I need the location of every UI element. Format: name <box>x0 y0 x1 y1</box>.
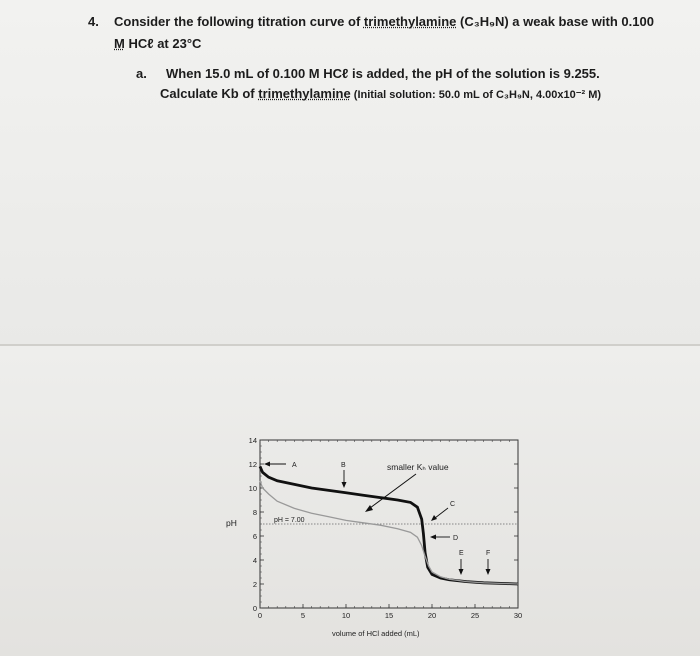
y-tick-label: 12 <box>248 460 257 469</box>
label-d: D <box>453 535 459 542</box>
arrow-c-line <box>435 508 448 518</box>
series-smaller-kb-curve <box>260 481 518 584</box>
x-tick-label: 15 <box>384 611 394 620</box>
x-tick-label: 20 <box>427 611 437 620</box>
y-tick-label: 2 <box>252 580 257 589</box>
label-f: F <box>486 550 491 557</box>
x-tick-label: 10 <box>341 611 351 620</box>
arrow-d-head <box>430 535 436 540</box>
label-e: E <box>459 550 464 557</box>
compound-name-2: trimethylamine <box>258 86 351 101</box>
x-tick-label: 0 <box>257 611 263 620</box>
arrow-a-head <box>264 462 270 467</box>
part-a-line-1: When 15.0 mL of 0.100 M HCℓ is added, the pH of the solution is 9.255. <box>166 66 600 81</box>
part-a-label: a. <box>136 66 147 81</box>
y-tick-label: 14 <box>248 436 257 445</box>
label-a: A <box>292 462 297 469</box>
arrow-f-head <box>486 569 491 575</box>
label-c: C <box>450 501 456 508</box>
label-b: B <box>341 462 346 469</box>
x-tick-label: 25 <box>470 611 480 620</box>
question-line-1: Consider the following titration curve of trimethylamine (C₃H₉N) a weak base with 0.100 <box>114 14 654 29</box>
y-tick-label: 4 <box>252 556 257 565</box>
x-tick-label: 5 <box>300 611 306 620</box>
y-tick-label: 0 <box>252 604 257 613</box>
y-tick-label: 6 <box>252 532 257 541</box>
y-ticks <box>249 436 518 613</box>
arrow-b-head <box>342 482 347 488</box>
arrow-c-head <box>431 515 437 521</box>
label-ph7: pH = 7.00 <box>274 517 305 524</box>
label-smaller-kb: smaller Kₕ value <box>387 462 449 472</box>
part-a-line-2: Calculate Kb of trimethylamine (Initial solution: 50.0 mL of C₃H₉N, 4.00x10⁻² M) <box>160 86 602 101</box>
question-line-2: M HCℓ at 23°C <box>114 36 202 51</box>
x-tick-label: 30 <box>513 611 523 620</box>
y-axis-label: pH <box>226 518 237 528</box>
x-axis-label: volume of HCl added (mL) <box>332 629 420 638</box>
series-weak-base-curve <box>260 466 518 584</box>
titration-chart <box>220 430 540 645</box>
y-tick-label: 8 <box>252 508 257 517</box>
question-number: 4. <box>88 14 99 29</box>
titration-figure <box>220 430 540 645</box>
arrow-e-head <box>459 569 464 575</box>
compound-name: trimethylamine <box>363 14 457 29</box>
y-tick-label: 10 <box>248 484 257 493</box>
